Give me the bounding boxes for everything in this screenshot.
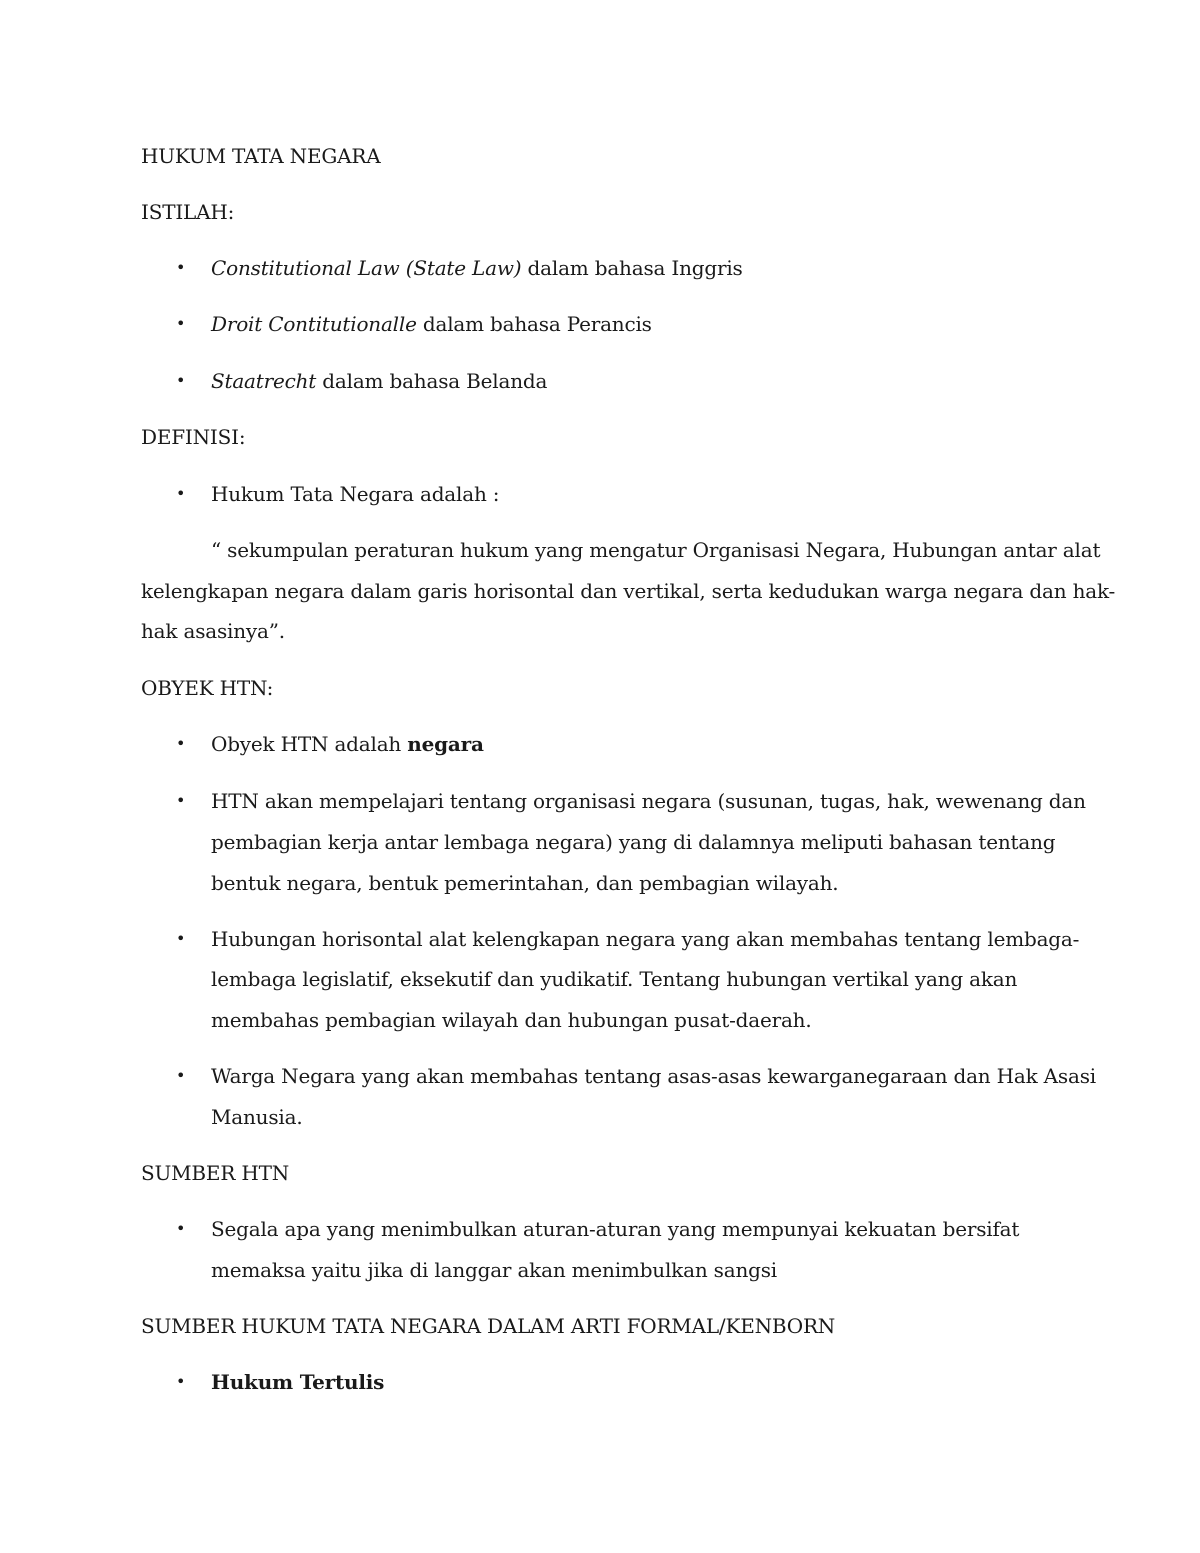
- istilah-heading: ISTILAH:: [141, 200, 235, 224]
- obyek-item-4-line-1: Warga Negara yang akan membahas tentang asas-asas kewarganegaraan dan Hak Asasi: [211, 1064, 1096, 1088]
- bullet-icon: •: [176, 484, 186, 503]
- bullet-icon: •: [176, 1372, 186, 1391]
- istilah-item-2: Droit Contitutionalle dalam bahasa Perancis: [211, 312, 652, 336]
- sumber-formal-item: Hukum Tertulis: [211, 1370, 385, 1394]
- definisi-quote-line-2: kelengkapan negara dalam garis horisontal dan vertikal, serta kedudukan warga negara dan hak-: [141, 579, 1116, 603]
- sumber-heading: SUMBER HTN: [141, 1161, 290, 1185]
- sumber-item-line-1: Segala apa yang menimbulkan aturan-aturan yang mempunyai kekuatan bersifat: [211, 1217, 1020, 1241]
- definisi-quote-line-3: hak asasinya”.: [141, 619, 285, 643]
- obyek-item-3-line-2: lembaga legislatif, eksekutif dan yudikatif. Tentang hubungan vertikal yang akan: [211, 967, 1018, 991]
- obyek-item-1: Obyek HTN adalah negara: [211, 732, 484, 756]
- bullet-icon: •: [176, 314, 186, 333]
- istilah-item-3: Staatrecht dalam bahasa Belanda: [211, 369, 548, 393]
- bullet-icon: •: [176, 929, 186, 948]
- bullet-icon: •: [176, 791, 186, 810]
- definisi-item: Hukum Tata Negara adalah :: [211, 482, 500, 506]
- obyek-item-4-line-2: Manusia.: [211, 1105, 303, 1129]
- obyek-heading: OBYEK HTN:: [141, 676, 274, 700]
- bullet-icon: •: [176, 1066, 186, 1085]
- istilah-item-1: Constitutional Law (State Law) dalam bahasa Inggris: [211, 256, 743, 280]
- document-title: HUKUM TATA NEGARA: [141, 144, 381, 168]
- obyek-item-3-line-1: Hubungan horisontal alat kelengkapan negara yang akan membahas tentang lembaga-: [211, 927, 1080, 951]
- sumber-formal-heading: SUMBER HUKUM TATA NEGARA DALAM ARTI FORMAL/KENBORN: [141, 1314, 836, 1338]
- obyek-item-2-line-2: pembagian kerja antar lembaga negara) yang di dalamnya meliputi bahasan tentang: [211, 830, 1056, 854]
- bullet-icon: •: [176, 734, 186, 753]
- sumber-item-line-2: memaksa yaitu jika di langgar akan menimbulkan sangsi: [211, 1258, 777, 1282]
- bullet-icon: •: [176, 258, 186, 277]
- bullet-icon: •: [176, 371, 186, 390]
- definisi-quote-line-1: “ sekumpulan peraturan hukum yang mengatur Organisasi Negara, Hubungan antar alat: [211, 538, 1101, 562]
- definisi-heading: DEFINISI:: [141, 425, 246, 449]
- bullet-icon: •: [176, 1219, 186, 1238]
- obyek-item-2-line-1: HTN akan mempelajari tentang organisasi negara (susunan, tugas, hak, wewenang dan: [211, 789, 1086, 813]
- obyek-item-3-line-3: membahas pembagian wilayah dan hubungan pusat-daerah.: [211, 1008, 812, 1032]
- obyek-item-2-line-3: bentuk negara, bentuk pemerintahan, dan pembagian wilayah.: [211, 871, 839, 895]
